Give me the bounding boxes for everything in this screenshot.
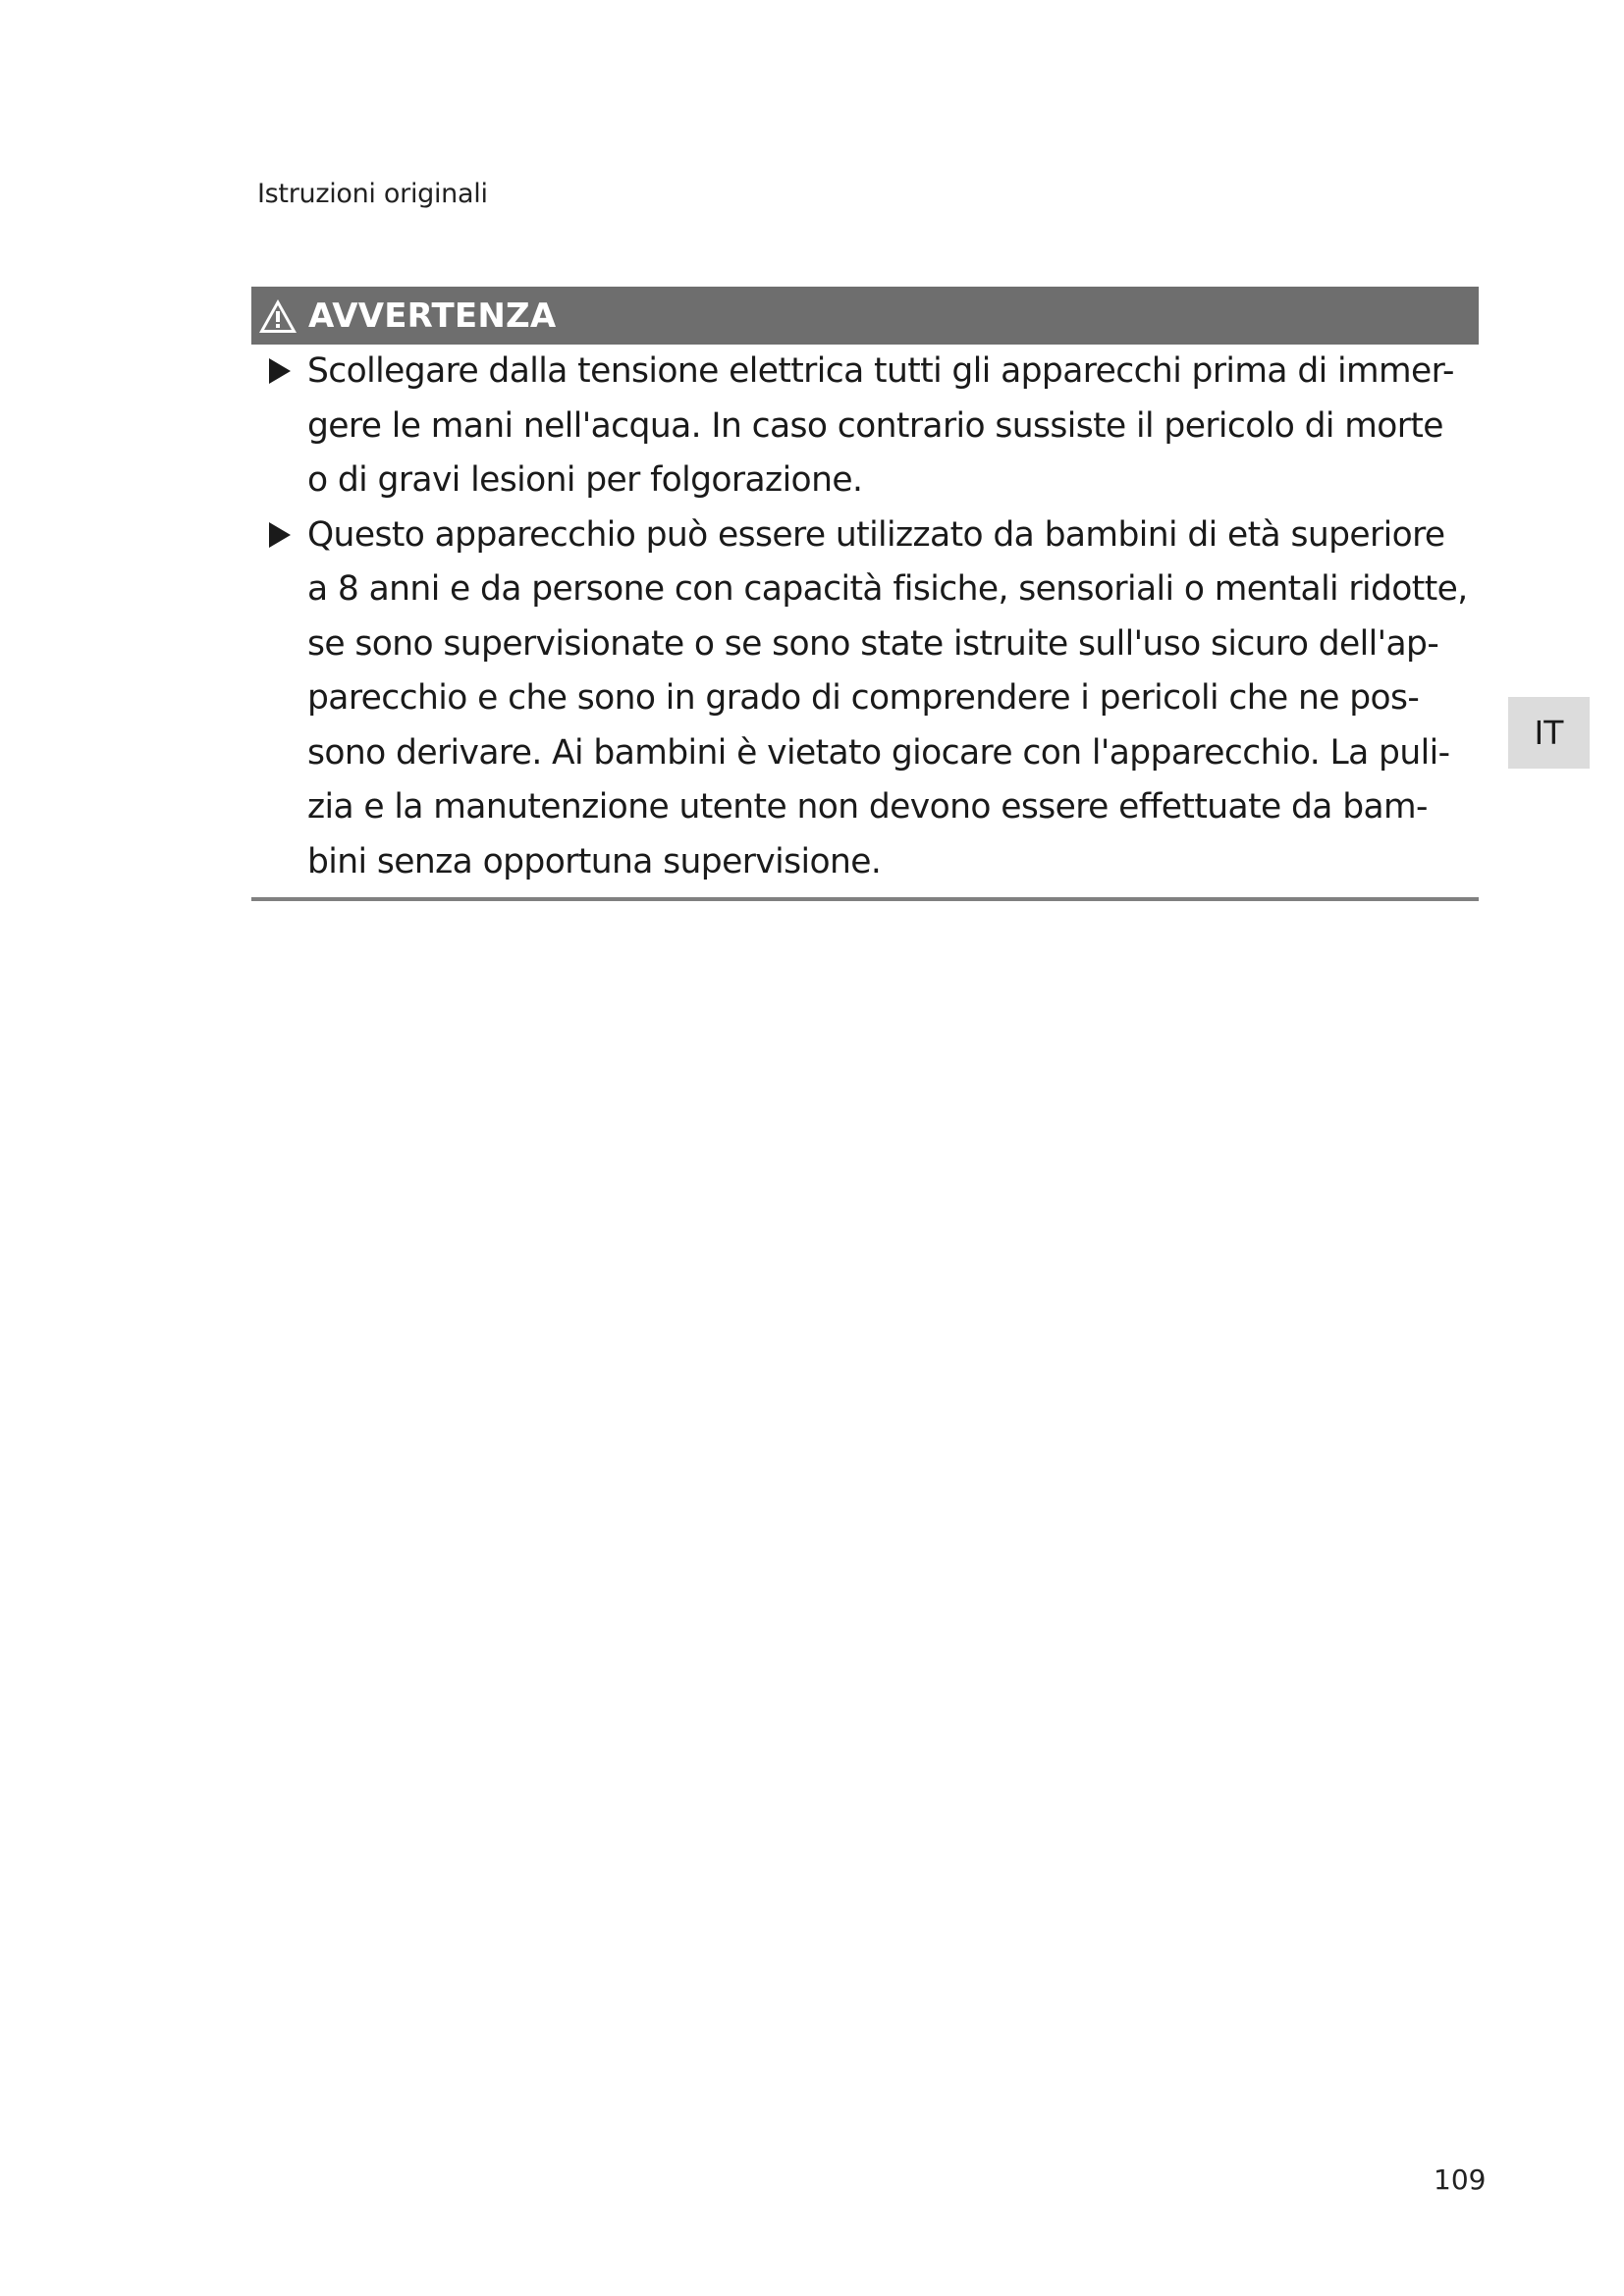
page-number: 109	[1434, 2163, 1487, 2196]
bullet-arrow-icon	[267, 356, 293, 386]
running-header: Istruzioni originali	[257, 179, 488, 209]
warning-list	[251, 345, 1479, 889]
warning-header	[251, 287, 1479, 345]
warning-text-line: se sono supervisionate o se sono state istruite sull'uso sicuro dell'ap-	[307, 623, 1439, 664]
warning-title: AVVERTENZA	[308, 295, 557, 336]
warning-text-line: o di gravi lesioni per folgorazione.	[307, 460, 863, 500]
warning-text-line: bini senza opportuna supervisione.	[307, 841, 882, 881]
warning-bottom-rule	[251, 897, 1479, 901]
language-tab-label: IT	[1534, 714, 1564, 752]
warning-text-line: parecchio e che sono in grado di comprendere i pericoli che ne pos-	[307, 678, 1420, 718]
warning-text-line: a 8 anni e da persone con capacità fisiche, sensoriali o mentali ridotte,	[307, 569, 1468, 609]
warning-text-line: Questo apparecchio può essere utilizzato da bambini di età superiore	[307, 514, 1445, 555]
language-tab	[1508, 697, 1590, 769]
warning-item	[251, 508, 1479, 890]
warning-item	[251, 345, 1479, 508]
warning-triangle-icon	[257, 297, 298, 335]
warning-text-line: gere le mani nell'acqua. In caso contrario sussiste il pericolo di morte	[307, 405, 1443, 446]
warning-text-line: Scollegare dalla tensione elettrica tutti gli apparecchi prima di immer-	[307, 351, 1454, 391]
warning-text-line: sono derivare. Ai bambini è vietato giocare con l'apparecchio. La puli-	[307, 732, 1450, 773]
bullet-arrow-icon	[267, 520, 293, 550]
warning-text-line: zia e la manutenzione utente non devono essere effettuate da bam-	[307, 787, 1428, 827]
warning-box	[251, 287, 1479, 901]
